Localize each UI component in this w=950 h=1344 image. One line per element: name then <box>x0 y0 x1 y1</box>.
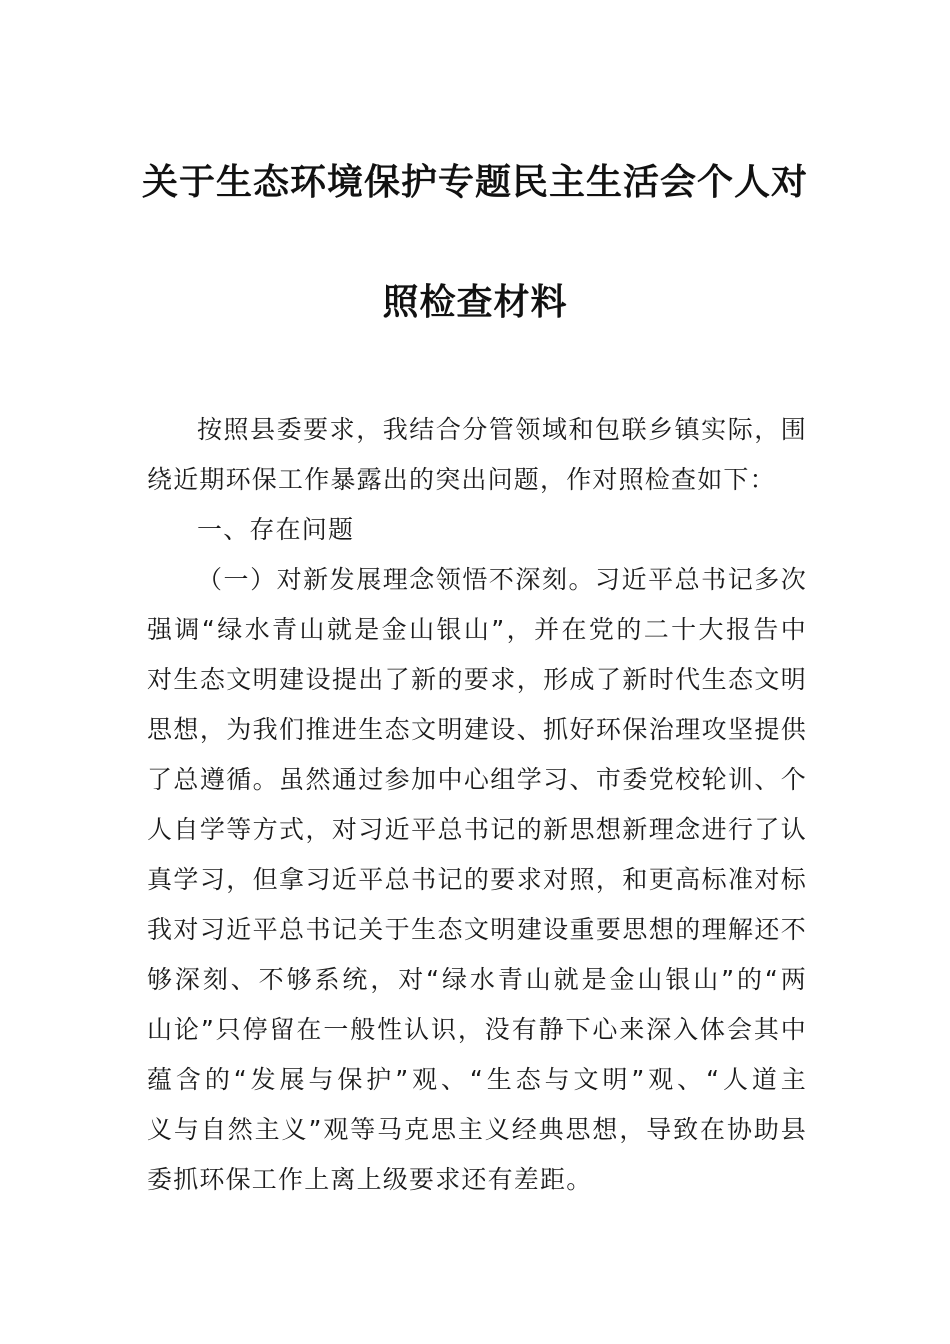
subsection-line-11: 蕴含的“发展与保护”观、“生态与文明”观、“人道主 <box>147 1065 807 1094</box>
intro-paragraph <box>147 405 807 505</box>
section-heading-text: 一、存在问题 <box>197 515 355 544</box>
subsection-line-7: 真学习，但拿习近平总书记的要求对照，和更高标准对标 <box>147 865 807 894</box>
subsection-line-1: （一）对新发展理念领悟不深刻。习近平总书记多次 <box>197 565 807 594</box>
subsection-paragraph <box>147 555 807 1205</box>
subsection-line-13: 委抓环保工作上离上级要求还有差距。 <box>147 1165 593 1194</box>
subsection-line-6: 人自学等方式，对习近平总书记的新思想新理念进行了认 <box>147 815 807 844</box>
subsection-line-3: 对生态文明建设提出了新的要求，形成了新时代生态文明 <box>147 665 807 694</box>
subsection-line-2: 强调“绿水青山就是金山银山”，并在党的二十大报告中 <box>147 615 807 644</box>
document-title-line-1: 关于生态环境保护专题民主生活会个人对 <box>141 161 808 203</box>
subsection-line-5: 了总遵循。虽然通过参加中心组学习、市委党校轮训、个 <box>147 765 807 794</box>
subsection-line-12: 义与自然主义”观等马克思主义经典思想，导致在协助县 <box>147 1115 807 1144</box>
document-title-line-2: 照检查材料 <box>382 281 568 323</box>
subsection-line-8: 我对习近平总书记关于生态文明建设重要思想的理解还不 <box>147 915 807 944</box>
section-heading <box>147 505 807 555</box>
subsection-line-10: 山论”只停留在一般性认识，没有静下心来深入体会其中 <box>147 1015 807 1044</box>
subsection-line-4: 思想，为我们推进生态文明建设、抓好环保治理攻坚提供 <box>147 715 807 744</box>
intro-line-2: 绕近期环保工作暴露出的突出问题，作对照检查如下： <box>147 465 776 494</box>
subsection-line-9: 够深刻、不够系统，对“绿水青山就是金山银山”的“两 <box>147 965 807 994</box>
intro-line-1: 按照县委要求，我结合分管领域和包联乡镇实际，围 <box>197 415 807 444</box>
